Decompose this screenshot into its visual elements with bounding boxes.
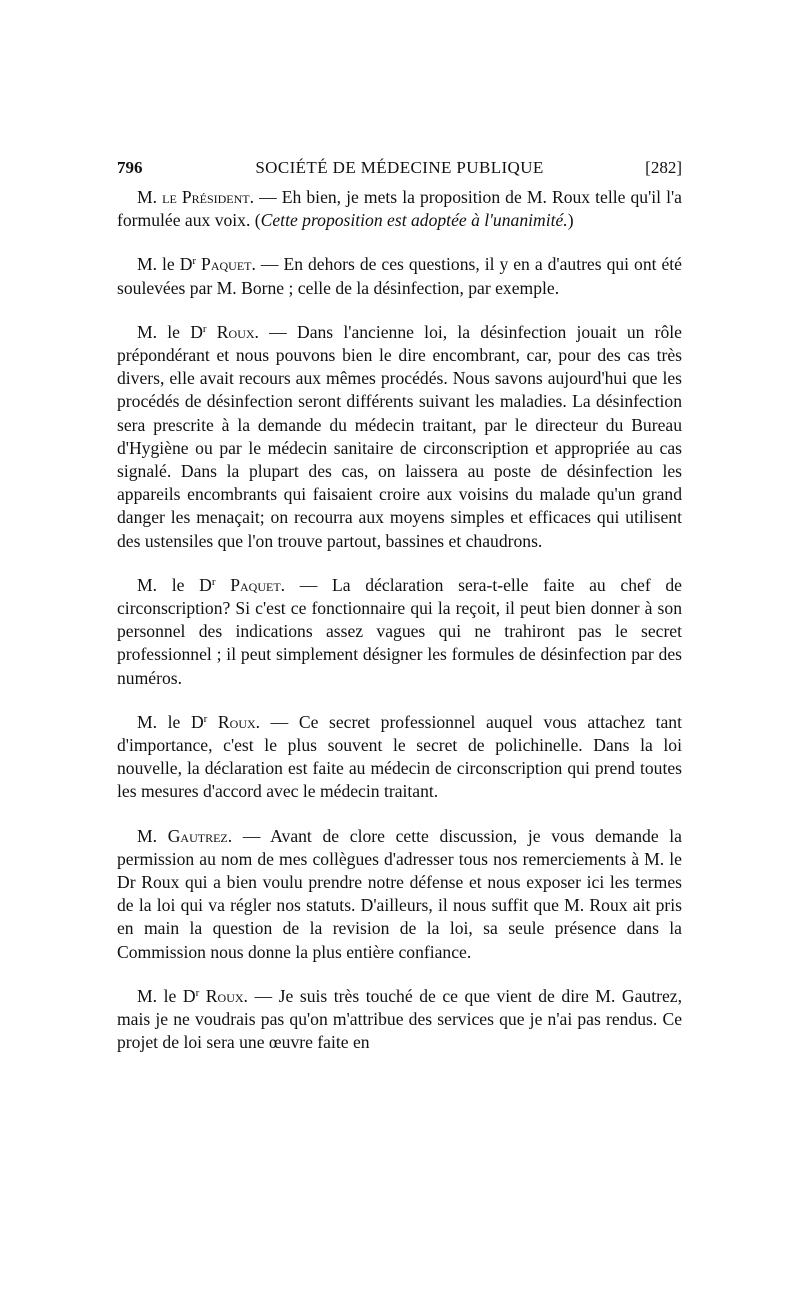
speaker-name: Roux <box>207 711 256 732</box>
paragraph-paquet-1 <box>117 253 682 299</box>
page-number: 796 <box>117 158 143 177</box>
paragraph-text: . — Avant de clore cette discussion, je vous demande la permission au nom de mes collègues d'adresser tous nos remerciements à M. le Dr Roux qui a bien voulu prendre notre défense et nous exposer ici les termes de la loi qui va régler nos statuts. D'ailleurs, il nous suffit que M. Roux ait pris en main la question de la revision de la loi, sa seule présence dans la Commission nous donne la plus entière confiance. <box>117 825 682 962</box>
title-superscript: r <box>202 322 207 335</box>
title-superscript: r <box>203 712 208 725</box>
speaker-prefix: M. le D <box>137 985 196 1006</box>
paragraph-roux-1 <box>117 321 682 553</box>
speaker-name: Roux <box>199 985 244 1006</box>
title-superscript: r <box>192 255 197 268</box>
paragraph-text: . — Ce secret professionnel auquel vous attachez tant d'importance, c'est le plus souvent le secret de polichinelle. Dans la loi nouvelle, la déclaration est faite au médecin de circonscription qui prend toutes les mesures d'accord avec le médecin traitant. <box>117 711 682 802</box>
speaker-name: le Président <box>162 187 250 207</box>
paragraph-roux-2 <box>117 711 682 804</box>
document-page <box>117 158 682 1076</box>
paragraph-roux-3 <box>117 985 682 1055</box>
paragraph-text: . — Je suis très touché de ce que vient de dire M. Gautrez, mais je ne voudrais pas qu'on m'attribue des services que je n'ai pas rendus. Ce projet de loi sera une œuvre faite en <box>117 985 682 1053</box>
speaker-prefix: M. le D <box>137 254 193 275</box>
paragraph-text: . — Eh bien, je mets la proposition de M. Roux telle qu'il l'a formulée aux voix. ( <box>117 187 682 231</box>
speaker-name: Paquet <box>196 254 252 275</box>
paragraph-text: . — La déclaration sera-t-elle faite au chef de circonscription? Si c'est ce fonctionnaire qui la reçoit, il peut bien donner à son personnel des indications assez vagues qui ne trahiront pas le secret professionnel ; il peut simplement désigner les formules de désinfection par des numéros. <box>117 574 682 688</box>
page-reference: [282] <box>645 158 682 177</box>
paragraph-tail: ) <box>567 210 574 231</box>
speaker-prefix: M. le D <box>137 574 212 595</box>
paragraph-president <box>117 186 682 232</box>
italic-note: Cette proposition est adoptée à l'unanimité. <box>260 210 568 231</box>
title-superscript: r <box>211 575 216 588</box>
speaker-prefix: M. le D <box>137 321 203 342</box>
running-header <box>117 158 682 186</box>
speaker-prefix: M. <box>137 825 168 846</box>
speaker-prefix: M. <box>137 187 163 207</box>
speaker-name: Gautrez <box>167 825 228 846</box>
paragraph-paquet-2 <box>117 574 682 690</box>
paragraph-text: . — Dans l'ancienne loi, la désinfection jouait un rôle prépondérant et nous pouvons bien le dire encombrant, car, pour des cas très divers, elle avait recours aux mêmes procédés. Nous savons aujourd'hui que les procédés de désinfection seront différents suivant les maladies. La désinfection sera prescrite à la demande du médecin traitant, par le directeur du Bureau d'Hygiène ou par le médecin sanitaire de circonscription et appropriée au cas signalé. Dans la plupart des cas, on laissera au poste de désinfection les appareils encombrants qui faisaient croire aux voisins du malade qu'un grand danger les menaçait; on recourra aux moyens simples et efficaces qui utilisent des ustensiles que l'on trouve partout, bassines et chaudrons. <box>117 321 682 551</box>
speaker-name: Roux <box>206 321 255 342</box>
paragraph-text: . — En dehors de ces questions, il y en a d'autres qui ont été soulevées par M. Borne ; celle de la désinfection, par exemple. <box>117 254 682 298</box>
speaker-prefix: M. le D <box>137 711 204 732</box>
running-title: SOCIÉTÉ DE MÉDECINE PUBLIQUE <box>255 158 544 177</box>
speaker-name: Paquet <box>215 574 281 595</box>
paragraph-gautrez <box>117 825 682 964</box>
title-superscript: r <box>195 986 200 999</box>
